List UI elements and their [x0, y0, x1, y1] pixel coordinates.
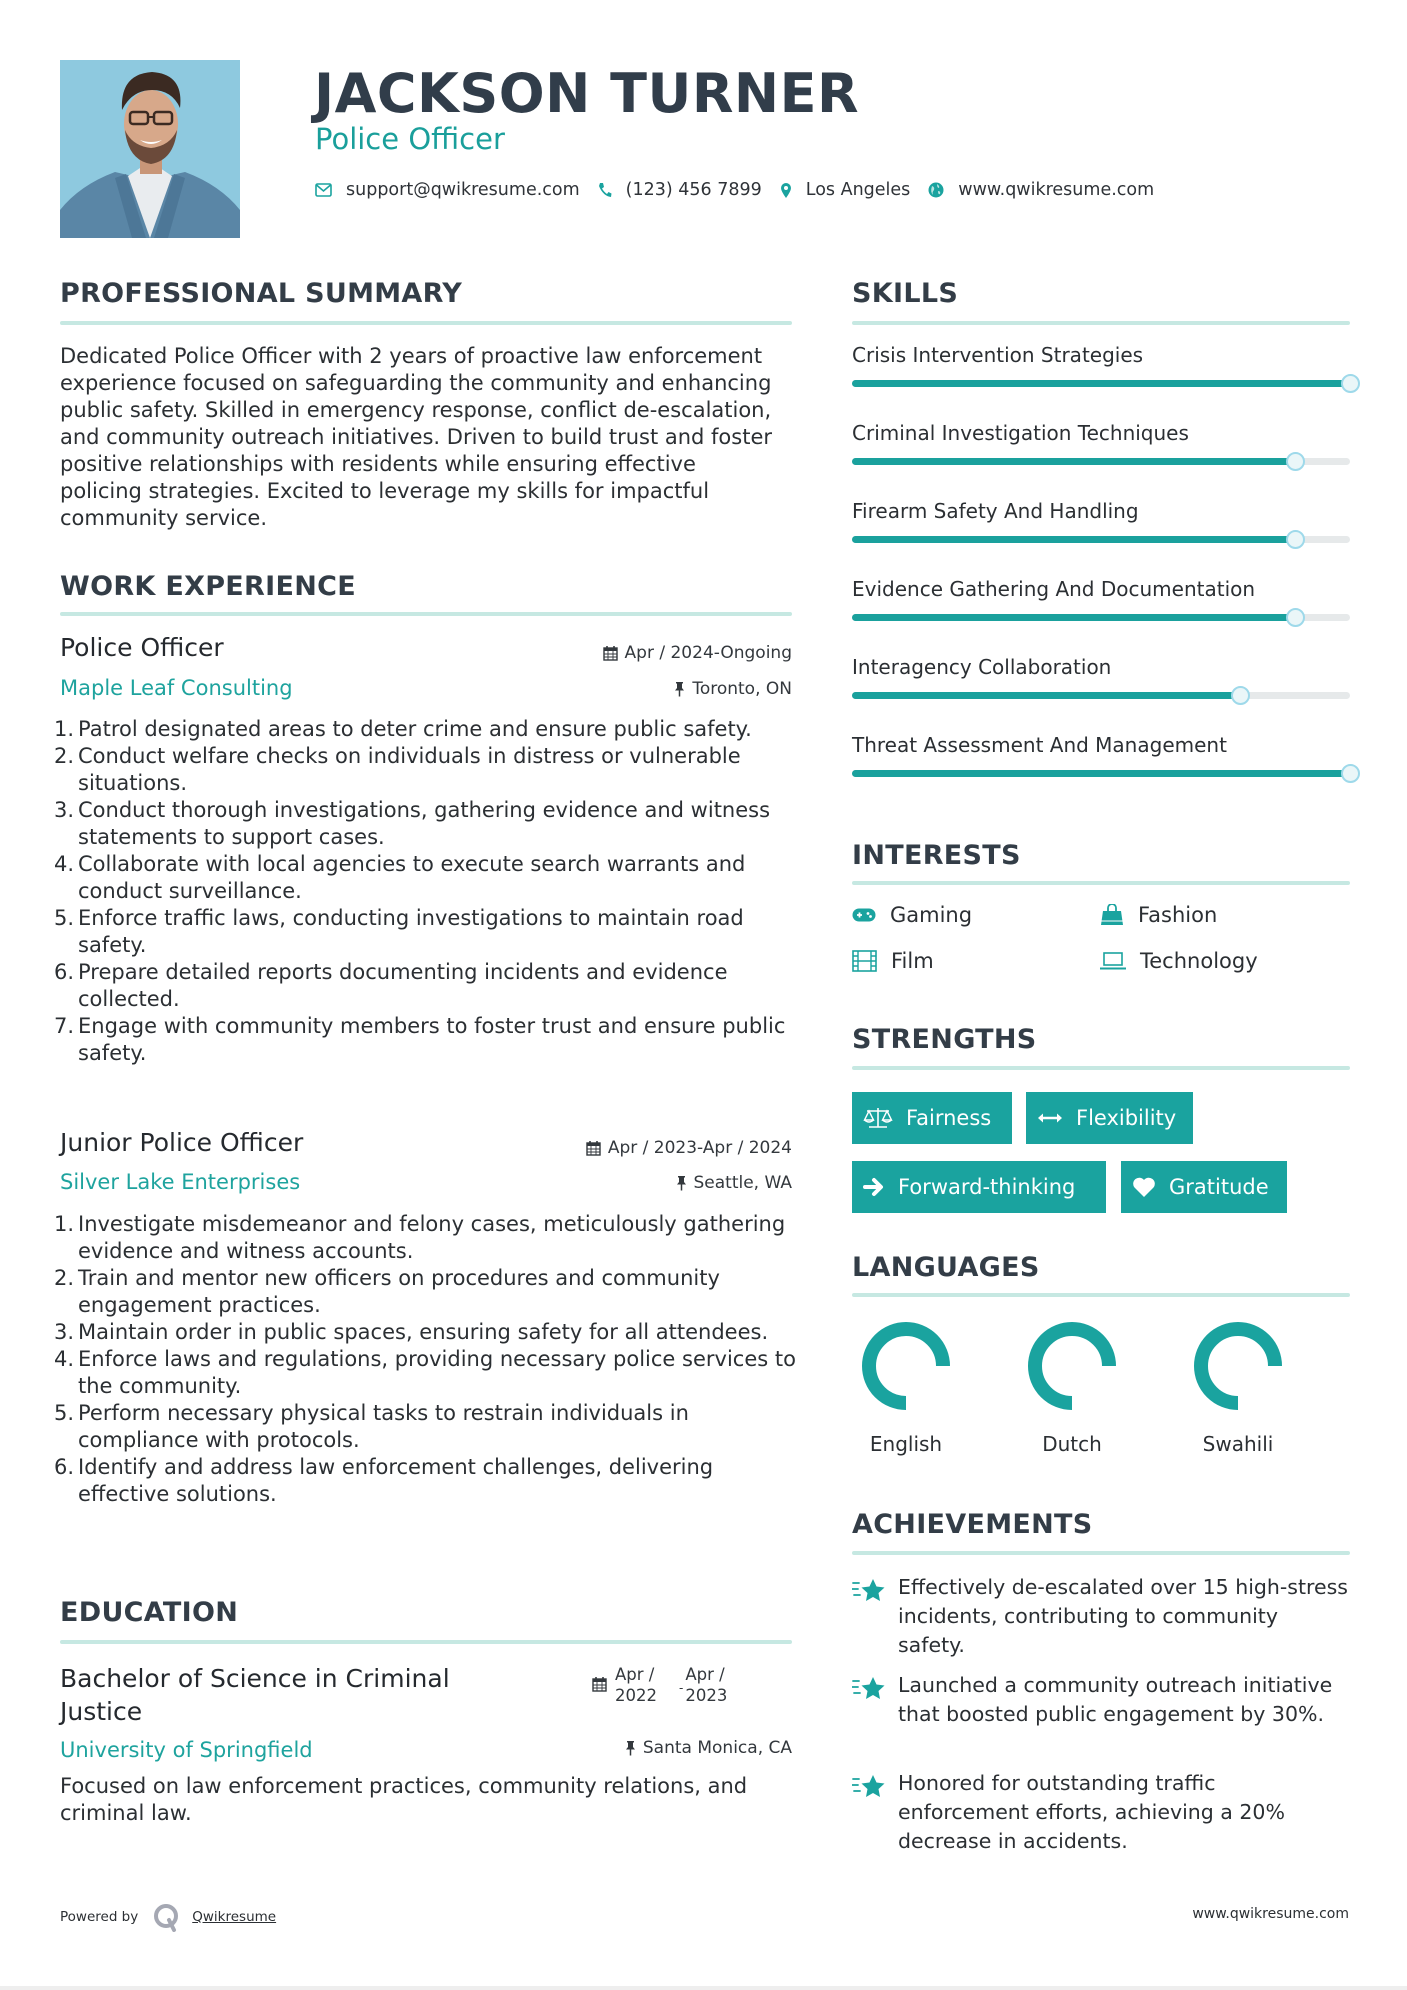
education-dates	[592, 1664, 735, 1706]
skill-level-bar	[852, 536, 1350, 543]
contact-phone-text: (123) 456 7899	[625, 180, 762, 200]
contact-website[interactable]	[928, 180, 1154, 200]
duty-item: Enforce laws and regulations, providing necessary police services to the community.	[78, 1347, 796, 1398]
skill-level-bar	[852, 614, 1350, 621]
phone-icon	[598, 182, 612, 198]
summary-divider	[60, 321, 792, 325]
gamepad-icon	[852, 908, 876, 922]
skills-divider	[852, 321, 1350, 325]
skill-level-bar	[852, 692, 1350, 699]
duty-item: Investigate misdemeanor and felony cases, meticulously gathering evidence and witness accounts.	[78, 1212, 786, 1263]
skill-level-bar	[852, 380, 1350, 387]
interest-fashion	[1100, 903, 1217, 927]
skill-level-bar	[852, 770, 1350, 777]
language-label: Swahili	[1202, 1432, 1274, 1456]
skill-level-handle	[1286, 530, 1305, 549]
interests-heading: INTERESTS	[852, 840, 1021, 871]
summary-heading: PROFESSIONAL SUMMARY	[60, 278, 463, 309]
language-proficiency-ring	[1194, 1322, 1282, 1410]
calendar-icon	[603, 645, 618, 661]
footer-website-link[interactable]: www.qwikresume.com	[1192, 1906, 1349, 1922]
language-label: English	[869, 1432, 943, 1456]
duty-item: Prepare detailed reports documenting incidents and evidence collected.	[78, 960, 728, 1011]
job-duties-list	[60, 1211, 800, 1508]
education-heading: EDUCATION	[60, 1597, 239, 1628]
skills-heading: SKILLS	[852, 278, 959, 309]
language-label: Dutch	[1042, 1432, 1102, 1456]
skill-item	[852, 655, 1350, 679]
languages-divider	[852, 1293, 1350, 1297]
achievement-text: Effectively de-escalated over 15 high-stress incidents, contributing to community safety.	[898, 1575, 1348, 1657]
achievement-text: Launched a community outreach initiative that boosted public engagement by 30%.	[898, 1673, 1333, 1726]
duty-item: Patrol designated areas to deter crime and ensure public safety.	[78, 717, 752, 741]
duty-item: Train and mentor new officers on procedures and community engagement practices.	[78, 1266, 720, 1317]
job-dates-text: Apr / 2024-Ongoing	[624, 643, 792, 663]
strengths-divider	[852, 1066, 1350, 1070]
skill-level-handle	[1341, 374, 1360, 393]
skill-level-fill	[852, 536, 1295, 543]
duty-item: Enforce traffic laws, conducting investigations to maintain road safety.	[78, 906, 744, 957]
achievement-item	[852, 1769, 1350, 1856]
achievements-heading: ACHIEVEMENTS	[852, 1509, 1093, 1540]
contact-location-text: Los Angeles	[805, 180, 911, 200]
education-end: Apr / 2023	[685, 1665, 728, 1705]
page-bottom-edge	[0, 1986, 1407, 1990]
contact-bar	[315, 180, 1172, 200]
language-proficiency-arc	[1035, 1329, 1109, 1403]
skill-level-handle	[1286, 452, 1305, 471]
language-item	[1017, 1322, 1127, 1456]
candidate-name: JACKSON TURNER	[314, 62, 860, 125]
strength-label: Flexibility	[1076, 1106, 1177, 1130]
skill-item	[852, 499, 1350, 523]
duty-item: Identify and address law enforcement challenges, delivering effective solutions.	[78, 1455, 714, 1506]
job-dates-text: Apr / 2023-Apr / 2024	[607, 1138, 792, 1158]
strength-fairness	[852, 1092, 1012, 1144]
education-location	[625, 1738, 792, 1758]
globe-icon	[928, 182, 944, 198]
skill-label: Firearm Safety And Handling	[852, 499, 1139, 523]
duty-item: Engage with community members to foster trust and ensure public safety.	[78, 1014, 786, 1065]
contact-location	[780, 180, 911, 200]
strength-flexibility	[1026, 1092, 1193, 1144]
achievements-divider	[852, 1551, 1350, 1555]
duty-item: Conduct welfare checks on individuals in distress or vulnerable situations.	[78, 744, 741, 795]
degree-title: Bachelor of Science in Criminal Justice	[60, 1664, 450, 1726]
skill-level-handle	[1231, 686, 1250, 705]
strength-label: Fairness	[906, 1106, 992, 1130]
skill-label: Evidence Gathering And Documentation	[852, 577, 1256, 601]
qwikresume-logo-icon	[152, 1902, 182, 1932]
footer-powered-by	[60, 1902, 276, 1932]
job-duties-list	[60, 716, 800, 1067]
language-proficiency-ring	[1028, 1322, 1116, 1410]
shooting-star-icon	[852, 1675, 886, 1701]
arrow-right-icon	[863, 1177, 885, 1197]
skill-label: Interagency Collaboration	[852, 655, 1112, 679]
qwikresume-link[interactable]: Qwikresume	[192, 1909, 277, 1925]
pushpin-icon	[676, 1175, 687, 1191]
contact-email-text: support@qwikresume.com	[346, 180, 580, 200]
profile-photo	[60, 60, 240, 238]
balance-scale-icon	[863, 1106, 893, 1130]
skill-level-fill	[852, 692, 1240, 699]
contact-phone[interactable]	[598, 180, 762, 200]
arrows-horizontal-icon	[1037, 1111, 1063, 1125]
job-company: Maple Leaf Consulting	[60, 676, 293, 700]
summary-text: Dedicated Police Officer with 2 years of proactive law enforcement experience focused on safeguarding the community and enhancing public safety. Skilled in emergency response, conflict de-escalation, and community outreach initiatives. Driven to build trust and foster positive relationships with residents while ensuring effective policing strategies. Excited to leverage my skills for impactful community service.	[60, 344, 773, 530]
skill-level-bar	[852, 458, 1350, 465]
education-location-text: Santa Monica, CA	[642, 1738, 792, 1758]
interest-gaming	[852, 903, 972, 927]
calendar-icon	[592, 1676, 607, 1692]
languages-heading: LANGUAGES	[852, 1252, 1040, 1283]
achievement-item	[852, 1573, 1350, 1660]
pushpin-icon	[625, 1740, 636, 1756]
interest-label: Film	[891, 949, 934, 973]
person-photo-icon	[60, 60, 240, 238]
calendar-icon	[586, 1140, 601, 1156]
skill-level-handle	[1286, 608, 1305, 627]
job-location-text: Seattle, WA	[693, 1173, 792, 1193]
strengths-heading: STRENGTHS	[852, 1024, 1037, 1055]
interest-technology	[1100, 949, 1258, 973]
shopping-bag-icon	[1100, 904, 1124, 926]
interests-divider	[852, 881, 1350, 885]
education-start: Apr / 2022	[615, 1665, 657, 1705]
shooting-star-icon	[852, 1773, 886, 1799]
education-description: Focused on law enforcement practices, community relations, and criminal law.	[60, 1774, 748, 1825]
duty-item: Maintain order in public spaces, ensuring safety for all attendees.	[78, 1320, 769, 1344]
job-company: Silver Lake Enterprises	[60, 1170, 301, 1194]
interest-label: Technology	[1140, 949, 1258, 973]
job-dates	[586, 1138, 792, 1158]
skill-level-fill	[852, 380, 1350, 387]
map-pin-icon	[780, 182, 792, 199]
skill-item	[852, 343, 1350, 367]
skill-level-fill	[852, 770, 1350, 777]
skill-level-fill	[852, 458, 1295, 465]
language-item	[1183, 1322, 1293, 1456]
skill-item	[852, 421, 1350, 445]
skill-item	[852, 577, 1350, 601]
skill-label: Criminal Investigation Techniques	[852, 421, 1189, 445]
job-location	[676, 1173, 793, 1193]
experience-divider	[60, 612, 792, 616]
language-item	[851, 1322, 961, 1456]
candidate-job-title: Police Officer	[315, 122, 505, 156]
job-location-text: Toronto, ON	[692, 679, 792, 699]
interest-label: Gaming	[890, 903, 973, 927]
strength-label: Forward-thinking	[898, 1175, 1076, 1199]
strength-label: Gratitude	[1169, 1175, 1269, 1199]
interest-film	[852, 949, 934, 973]
pushpin-icon	[674, 681, 685, 697]
achievement-text: Honored for outstanding traffic enforcement efforts, achieving a 20% decrease in accidents.	[898, 1771, 1285, 1853]
skill-label: Crisis Intervention Strategies	[852, 343, 1144, 367]
heart-icon	[1132, 1176, 1156, 1198]
duty-item: Collaborate with local agencies to execute search warrants and conduct surveillance.	[78, 852, 746, 903]
contact-email[interactable]	[315, 180, 580, 200]
school-name: University of Springfield	[60, 1738, 313, 1762]
powered-by-label: Powered by	[60, 1909, 139, 1925]
shooting-star-icon	[852, 1577, 886, 1603]
envelope-icon	[315, 183, 332, 197]
duty-item: Conduct thorough investigations, gathering evidence and witness statements to support cases.	[78, 798, 771, 849]
language-proficiency-ring	[862, 1322, 950, 1410]
achievement-item	[852, 1671, 1350, 1729]
language-proficiency-arc	[1201, 1329, 1275, 1403]
contact-website-text: www.qwikresume.com	[958, 180, 1155, 200]
skill-item	[852, 733, 1350, 757]
education-divider	[60, 1640, 792, 1644]
skill-label: Threat Assessment And Management	[852, 733, 1227, 757]
strength-gratitude	[1121, 1161, 1287, 1213]
job-title: Police Officer	[60, 633, 224, 662]
job-dates	[603, 643, 792, 663]
language-proficiency-arc	[869, 1329, 943, 1403]
duty-item: Perform necessary physical tasks to restrain individuals in compliance with protocols.	[78, 1401, 689, 1452]
laptop-icon	[1100, 952, 1126, 970]
film-icon	[852, 950, 877, 972]
strength-forward-thinking	[852, 1161, 1106, 1213]
skill-level-handle	[1341, 764, 1360, 783]
job-location	[674, 679, 792, 699]
interest-label: Fashion	[1138, 903, 1218, 927]
skill-level-fill	[852, 614, 1295, 621]
education-date-separator: -	[679, 1681, 684, 1695]
job-title: Junior Police Officer	[60, 1128, 304, 1157]
experience-heading: WORK EXPERIENCE	[60, 571, 356, 602]
